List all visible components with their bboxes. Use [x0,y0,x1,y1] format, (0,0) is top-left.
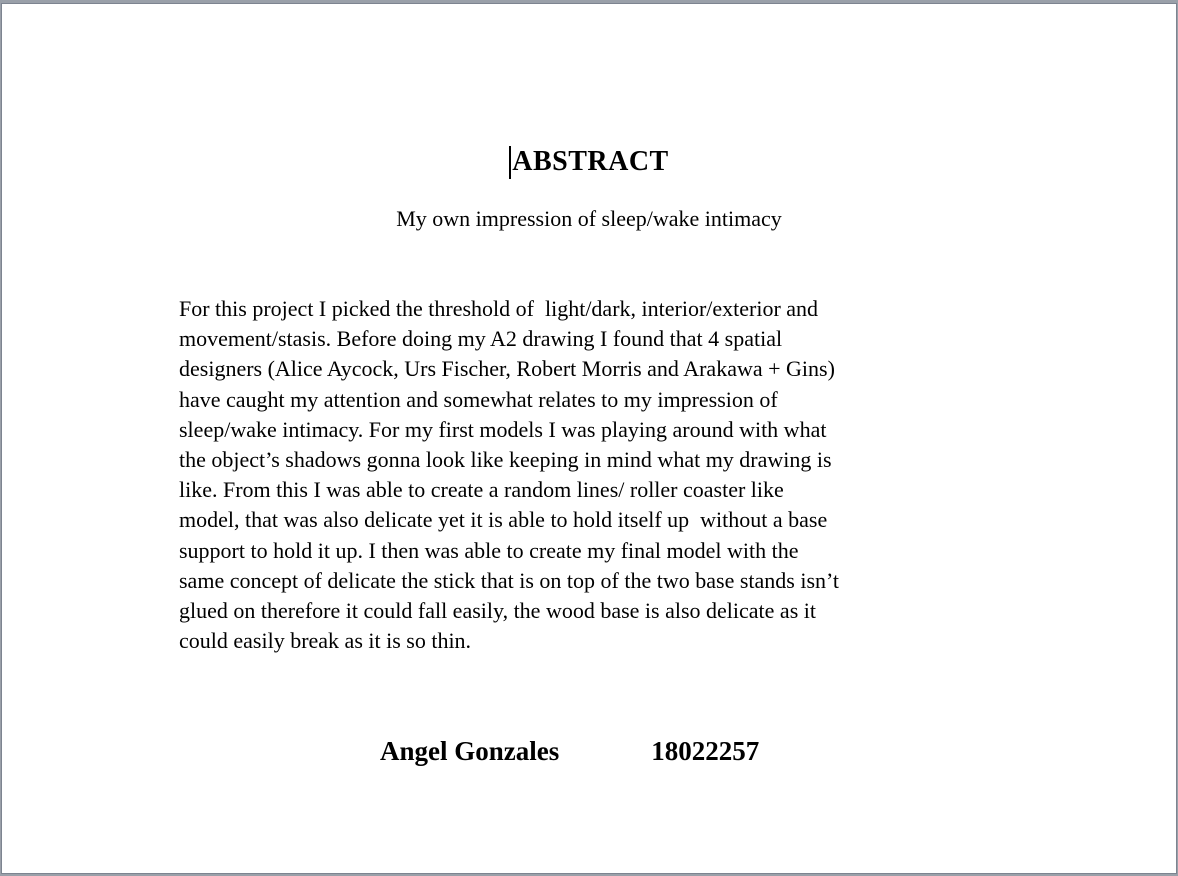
paragraph-line[interactable]: designers (Alice Aycock, Urs Fischer, Robert Morris and Arakawa + Gins) [179,356,835,382]
paragraph-line[interactable]: glued on therefore it could fall easily, the wood base is also delicate as it [179,598,816,624]
paragraph-line[interactable]: model, that was also delicate yet it is able to hold itself up without a base [179,507,828,533]
paragraph-line[interactable]: For this project I picked the threshold of light/dark, interior/exterior and [179,296,819,321]
paragraph-line[interactable]: same concept of delicate the stick that is on top of the two base stands isn’t [179,567,840,593]
document-subtitle[interactable]: My own impression of sleep/wake intimacy [396,206,782,231]
paragraph-line[interactable]: movement/stasis. Before doing my A2 drawing I found that 4 spatial [179,326,783,352]
title-line [2,144,1176,180]
author-line [380,736,1176,767]
document-title[interactable]: ABSTRACT [512,146,669,177]
paragraph-line[interactable]: support to hold it up. I then was able to create my final model with the [179,537,799,563]
paragraph-line[interactable]: the object’s shadows gonna look like keeping in mind what my drawing is [179,447,832,473]
document-page[interactable] [1,3,1177,874]
abstract-paragraph[interactable] [179,294,1039,656]
paragraph-line[interactable]: sleep/wake intimacy. For my first models I was playing around with what [179,416,827,442]
text-cursor-caret [509,146,511,179]
author-name[interactable]: Angel Gonzales [380,736,560,767]
paragraph-line[interactable]: have caught my attention and somewhat relates to my impression of [179,386,778,412]
student-id[interactable]: 18022257 [651,736,760,767]
paragraph-line[interactable]: like. From this I was able to create a random lines/ roller coaster like [179,477,784,503]
paragraph-line[interactable]: could easily break as it is so thin. [179,628,472,654]
